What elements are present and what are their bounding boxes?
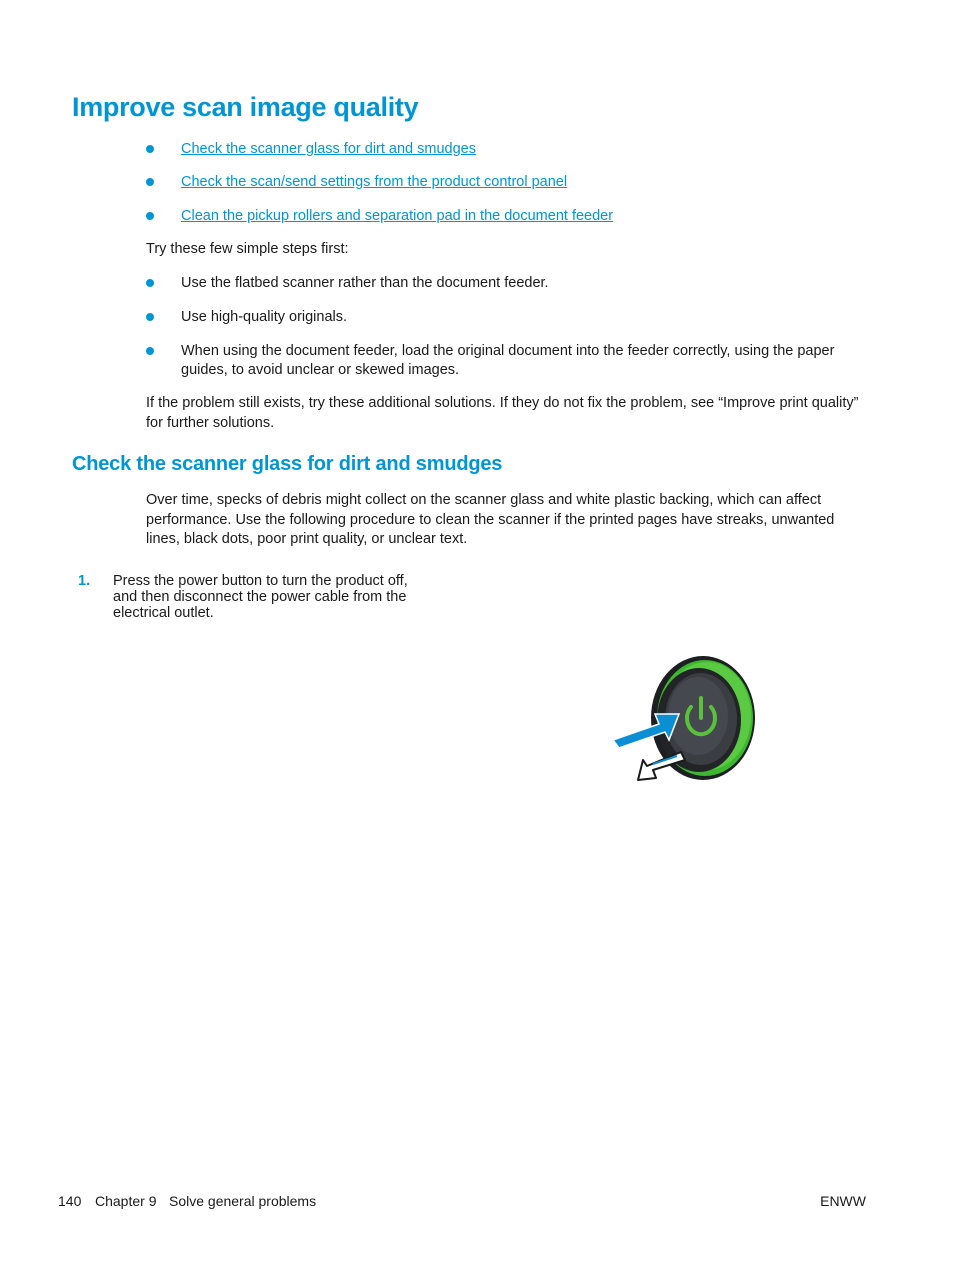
footer-chapter: Chapter 9 <box>95 1193 157 1209</box>
link-clean-pickup-rollers[interactable]: Clean the pickup rollers and separation pad in the document feeder <box>181 208 614 224</box>
bullet-icon <box>146 279 154 287</box>
page-title: Improve scan image quality <box>72 92 419 122</box>
bullet-icon <box>146 145 154 153</box>
intro-text: Try these few simple steps first: <box>146 241 349 257</box>
bullet-icon <box>146 347 154 355</box>
step-number: 1. <box>78 573 91 589</box>
followup-text: If the problem still exists, try these additional solutions. If they do not fix the problem, see “Improve print quality” for further solutions. <box>146 395 859 431</box>
tip-text: Use high-quality originals. <box>181 309 348 325</box>
bullet-icon <box>146 212 154 220</box>
step-text: Press the power button to turn the product off, and then disconnect the power cable from the electrical outlet. <box>113 573 408 621</box>
power-button-illustration <box>605 652 760 787</box>
section-heading: Check the scanner glass for dirt and smudges <box>72 453 503 475</box>
link-check-scan-settings[interactable]: Check the scan/send settings from the product control panel <box>181 174 568 190</box>
footer-edition: ENWW <box>820 1193 866 1209</box>
link-check-scanner-glass[interactable]: Check the scanner glass for dirt and smudges <box>181 141 476 157</box>
footer-page-number: 140 <box>58 1193 82 1209</box>
tip-text: When using the document feeder, load the original document into the feeder correctly, using the paper guides, to avoid unclear or skewed images. <box>181 343 835 378</box>
bullet-icon <box>146 178 154 186</box>
section-body: Over time, specks of debris might collect on the scanner glass and white plastic backing, which can affect performance. Use the following procedure to clean the scanner if the printed pages have streaks, unwanted lines, black dots, poor print quality, or unclear text. <box>146 492 835 547</box>
footer-chapter-title: Solve general problems <box>169 1193 317 1209</box>
bullet-icon <box>146 313 154 321</box>
tip-text: Use the flatbed scanner rather than the document feeder. <box>181 275 549 291</box>
